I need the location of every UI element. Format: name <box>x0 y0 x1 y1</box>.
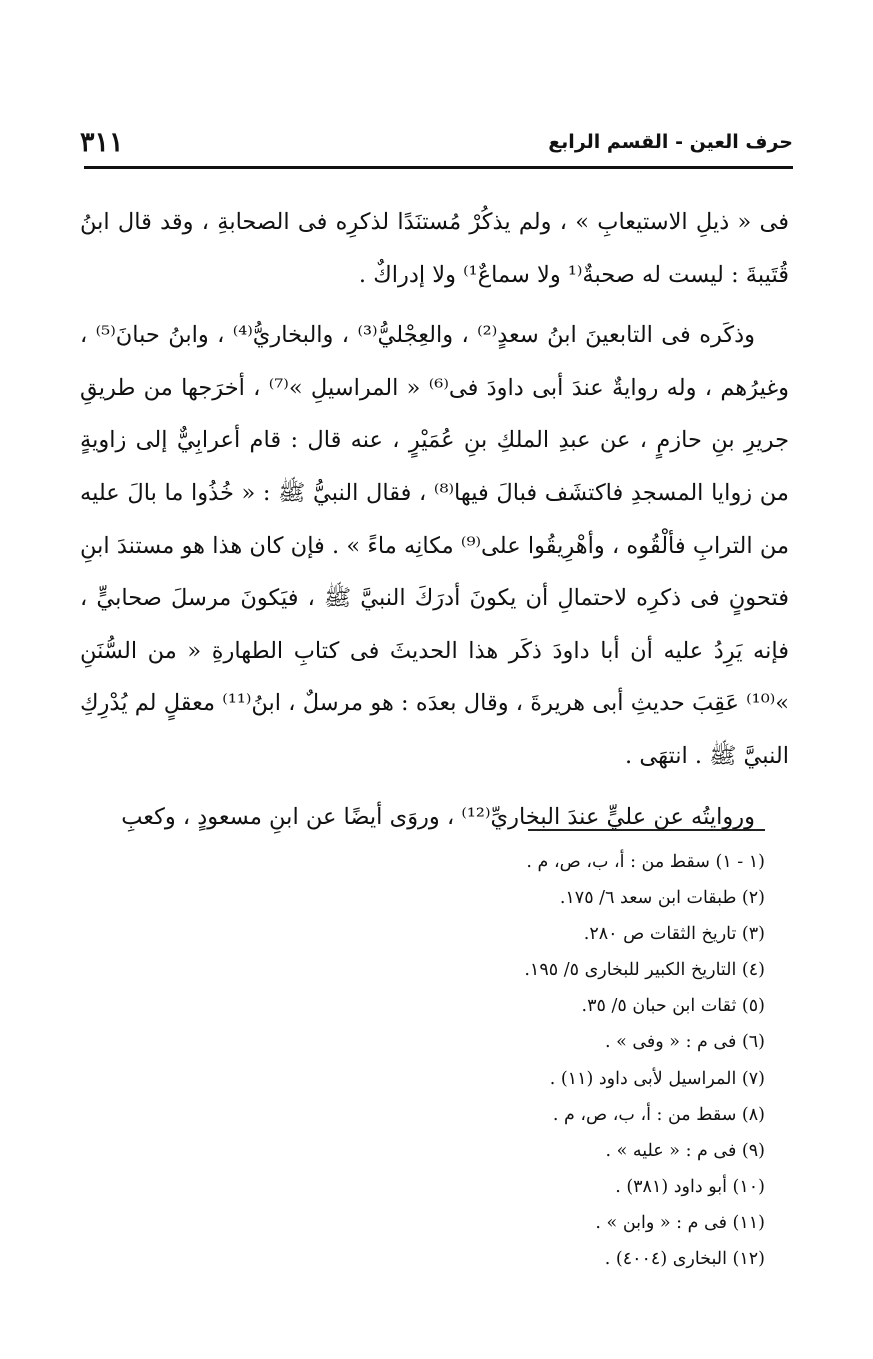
footnote-item: (٢) طبقات ابن سعد ٦/ ١٧٥. <box>559 888 765 909</box>
footnotes <box>80 844 765 1277</box>
footnote-item: (٤) التاريخ الكبير للبخارى ٥/ ١٩٥. <box>524 960 765 981</box>
footnote-item: (٦) فى م : « وفى » . <box>604 1032 765 1053</box>
page-number: ٣١١ <box>80 126 124 158</box>
header-rule <box>84 166 793 169</box>
footnote-item: (١١) فى م : « وابن » . <box>595 1212 765 1233</box>
page-header <box>80 122 793 162</box>
paragraph: فى « ذيلِ الاستيعابِ » ، ولم يذكُرْ مُستنَدًا لذكرِه فى الصحابةِ ، وقد قال ابنُ قُتَيبةَ : ليست له صحبةٌ⁽¹ ولا سماعٌ¹⁾ ولا إدراكٌ . <box>80 209 789 288</box>
running-head: حرف العين - القسم الرابع <box>548 131 793 153</box>
footnote-item: (١ - ١) سقط من : أ، ب، ص، م . <box>526 852 765 872</box>
footnote-item: (٣) تاريخ الثقات ص ٢٨٠. <box>583 924 765 945</box>
paragraph: وروايتُه عن عليٍّ عندَ البخاريِّ⁽¹²⁾ ، وروَى أيضًا عن ابنِ مسعودٍ ، وكعبِ <box>121 803 755 830</box>
footnote-item: (٩) فى م : « عليه » . <box>605 1140 765 1161</box>
footnote-separator <box>528 829 765 831</box>
footnote-item: (٧) المراسيل لأبى داود (١١) . <box>549 1068 765 1089</box>
footnote-item: (١٠) أبو داود (٣٨١) . <box>615 1176 765 1197</box>
footnote-item: (٥) ثقات ابن حبان ٥/ ٣٥. <box>581 996 765 1017</box>
footnote-item: (١٢) البخارى (٤٠٠٤) . <box>604 1249 765 1270</box>
paragraph: وذكَره فى التابعينَ ابنُ سعدٍ⁽²⁾ ، والعِجْليُّ⁽³⁾ ، والبخاريُّ⁽⁴⁾ ، وابنُ حبانَ⁽⁵⁾ ، وغيرُهم ، وله روايةٌ عندَ أبى داودَ فى⁽⁶⁾ « المراسيلِ »⁽⁷⁾ ، أخرَجها من طريقِ جريرِ بنِ حازمٍ ، عن عبدِ الملكِ بنِ عُمَيْرٍ ، عنه قال : قام أعرابِيٌّ إلى زاويةٍ من زوايا المسجدِ فاكتشَف فبالَ فيها⁽⁸⁾ ، فقال النبيُّ ﷺ : « خُذُوا ما بالَ عليه من الترابِ فألْقُوه ، وأهْرِيقُوا على⁽⁹⁾ مكانِه ماءً » . فإن كان هذا هو مستندَ ابنِ فتحونٍ فى ذكرِه لاحتمالِ أن يكونَ أدرَكَ النبيَّ ﷺ ، فيَكونَ مرسلَ صحابيٍّ ، فإنه يَرِدُ عليه أن أبا داودَ ذكَر هذا الحديثَ فى كتابِ الطهارةِ « من السُّنَنِ »⁽¹⁰⁾ عَقِبَ حديثِ أبى هريرةَ ، وقال بعدَه : هو مرسلٌ ، ابنُ⁽¹¹⁾ معقلٍ لم يُدْرِكِ النبيَّ ﷺ . انتهَى . <box>80 322 790 769</box>
main-text <box>80 196 789 843</box>
footnote-item: (٨) سقط من : أ، ب، ص، م . <box>552 1104 765 1125</box>
